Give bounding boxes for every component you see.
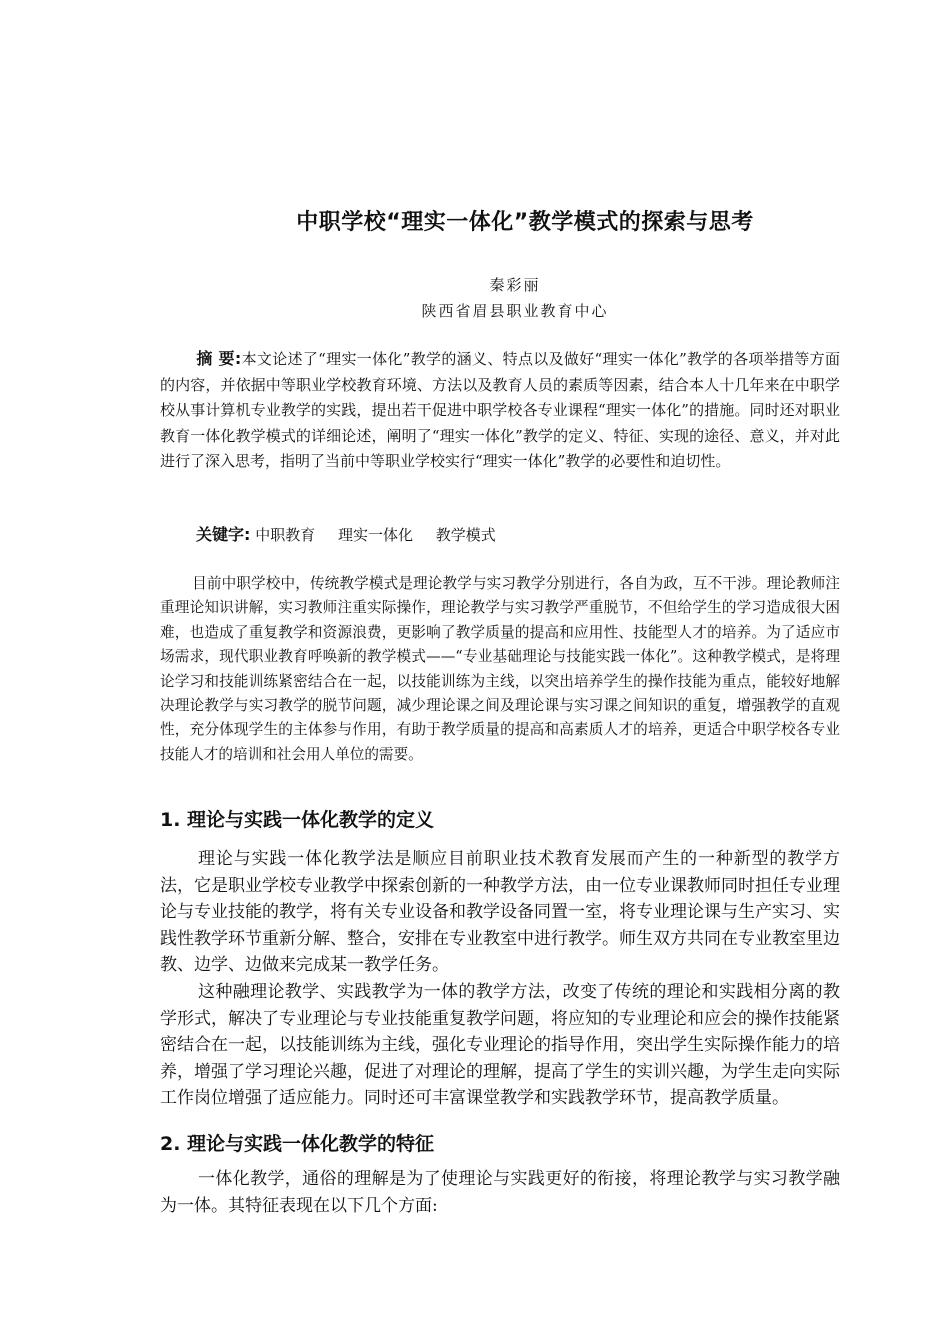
section-heading: 2. 理论与实践一体化教学的特征 (160, 1133, 435, 1155)
intro-paragraph (160, 572, 840, 767)
keyword: 理实一体化 (337, 526, 413, 544)
intro-text: 目前中职学校中，传统教学模式是理论教学与实习教学分别进行，各自为政，互不干涉。理论教师注重理论知识讲解，实习教师注重实际操作，理论教学与实习教学严重脱节，不但给学生的学习造成很大困难，也造成了重复教学和资源浪费，更影响了教学质量的提高和应用性、技能型人才的培养。为了适应市场需求，现代职业教育呼唤新的教学模式——“专业基础理论与技能实践一体化”。这种教学模式，是将理论学习和技能训练紧密结合在一起，以技能训练为主线，以突出培养学生的操作技能为重点，能较好地解决理论教学与实习教学的脱节问题，减少理论课之间及理论课与实习课之间知识的重复，增强教学的直观性，充分体现学生的主体参与作用，有助于教学质量的提高和高素质人才的培养，更适合中职学校各专业技能人才的培训和社会用人单位的需要。 (160, 575, 840, 763)
section-heading: 1. 理论与实践一体化教学的定义 (160, 809, 435, 831)
keywords-label: 关键字: (196, 525, 251, 544)
author-name: 秦彩丽 (489, 276, 541, 294)
abstract-block (160, 346, 840, 475)
section-body (160, 846, 840, 1112)
body-paragraph: 一体化教学，通俗的理解是为了使理论与实践更好的衔接，将理论教学与实习教学融为一体。其特征表现在以下几个方面: (160, 1169, 840, 1216)
abstract-text: 本文论述了“理实一体化”教学的涵义、特点以及做好“理实一体化”教学的各项举措等方面的内容，并依据中等职业学校教育环境、方法以及教育人员的素质等因素，结合本人十几年来在中职学校从事计算机专业教学的实践，提出若干促进中职学校各专业课程“理实一体化”的措施。同时还对职业教育一体化教学模式的详细论述，阐明了“理实一体化”教学的定义、特征、实现的途径、意义，并对此进行了深入思考，指明了当前中等职业学校实行“理实一体化”教学的必要性和迫切性。 (160, 350, 840, 471)
paper-title: 中职学校“理实一体化”教学模式的探索与思考 (296, 210, 754, 235)
body-paragraph: 这种融理论教学、实践教学为一体的教学方法，改变了传统的理论和实践相分离的教学形式，解决了专业理论与专业技能重复教学问题，将应知的专业理论和应会的操作技能紧密结合在一起，以技能训练为主线，强化专业理论的指导作用，突出学生实际操作能力的培养，增强了学习理论兴趣，促进了对理论的理解，提高了学生的实训兴趣，为学生走向实际工作岗位增强了适应能力。同时还可丰富课堂教学和实践教学环节，提高教学质量。 (160, 981, 840, 1109)
keyword: 中职教育 (255, 526, 316, 544)
keywords-block (196, 522, 836, 548)
abstract-label: 摘 要: (196, 349, 242, 368)
section-body (160, 1166, 840, 1219)
author-affiliation: 陕西省眉县职业教育中心 (421, 302, 609, 320)
body-paragraph: 理论与实践一体化教学法是顺应目前职业技术教育发展而产生的一种新型的教学方法，它是职业学校专业教学中探索创新的一种教学方法，由一位专业课教师同时担任专业理论与专业技能的教学，将有关专业设备和教学设备同置一室，将专业理论课与生产实习、实践性教学环节重新分解、整合，安排在专业教室中进行教学。师生双方共同在专业教室里边教、边学、边做来完成某一教学任务。 (160, 849, 840, 976)
keyword: 教学模式 (435, 526, 496, 544)
